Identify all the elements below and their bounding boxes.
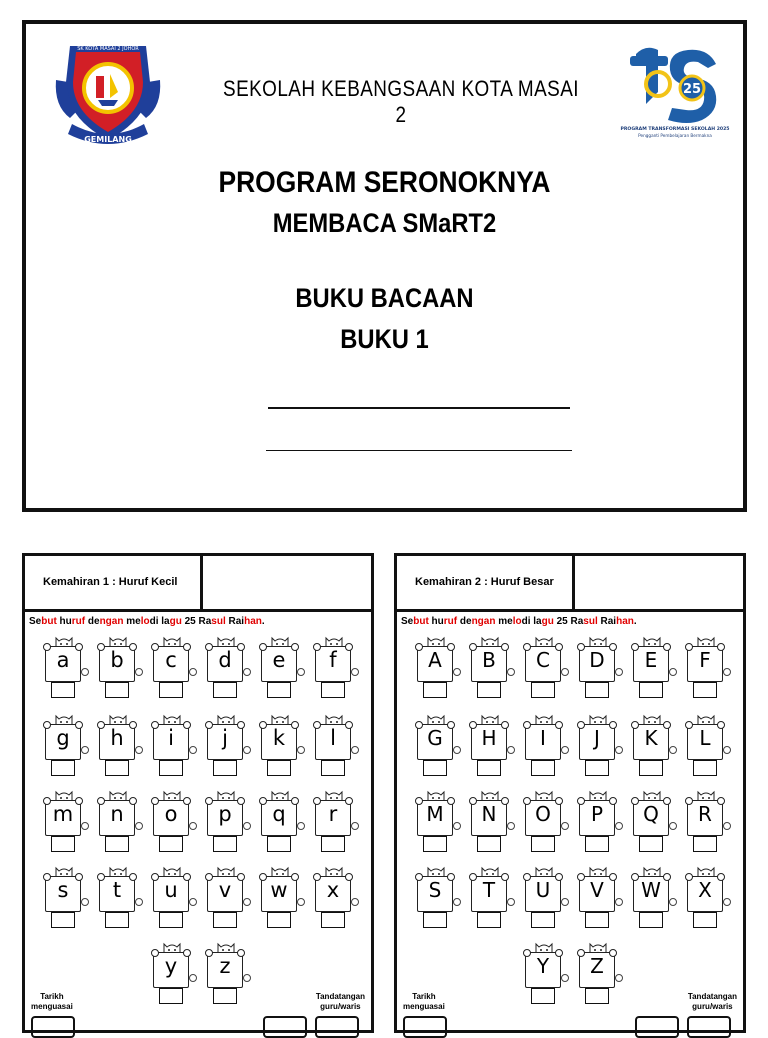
instruction-segment: but	[413, 616, 429, 627]
instruction-segment: lo	[512, 616, 522, 627]
letter-card-c	[149, 634, 197, 702]
program-title: PROGRAM SERONOKNYA	[218, 166, 551, 199]
tick-box[interactable]	[639, 760, 663, 776]
tail-icon	[243, 974, 251, 982]
tick-box[interactable]	[159, 912, 183, 928]
tail-icon	[669, 746, 677, 754]
tick-box[interactable]	[213, 988, 237, 1004]
tick-box[interactable]	[531, 988, 555, 1004]
letter-text: v	[218, 878, 232, 902]
tick-box[interactable]	[639, 682, 663, 698]
tick-box[interactable]	[477, 682, 501, 698]
instruction-segment: but	[41, 616, 57, 627]
letter-text: K	[644, 726, 658, 750]
instruction-segment: .	[261, 616, 265, 627]
tick-box[interactable]	[105, 760, 129, 776]
panel-header-title-cell	[397, 556, 575, 609]
letter-text: k	[272, 726, 286, 750]
tail-icon	[297, 746, 305, 754]
tick-box[interactable]	[477, 912, 501, 928]
tail-icon	[561, 898, 569, 906]
date-label: Tarikh menguasai	[403, 992, 445, 1011]
tail-icon	[561, 746, 569, 754]
panel-header-title-cell	[25, 556, 203, 609]
tail-icon	[135, 746, 143, 754]
tail-icon	[351, 668, 359, 676]
letter-card-O	[521, 788, 569, 856]
letter-text: G	[427, 726, 443, 750]
letter-card-b	[95, 634, 143, 702]
date-box[interactable]	[403, 1016, 447, 1038]
letter-text: Q	[643, 802, 659, 826]
tail-icon	[453, 746, 461, 754]
letter-card-m	[41, 788, 89, 856]
signature-label: Tandatangan guru/waris	[687, 992, 737, 1011]
tail-icon	[669, 822, 677, 830]
letter-card-U	[521, 864, 569, 932]
tail-icon	[615, 668, 623, 676]
tail-icon	[351, 822, 359, 830]
letter-text: e	[272, 648, 286, 672]
tick-box[interactable]	[105, 836, 129, 852]
tick-box[interactable]	[321, 682, 345, 698]
tail-icon	[81, 746, 89, 754]
tick-box[interactable]	[105, 912, 129, 928]
tick-box[interactable]	[585, 682, 609, 698]
letter-text: p	[218, 802, 232, 826]
tick-box[interactable]	[159, 836, 183, 852]
letter-card-P	[575, 788, 623, 856]
tick-box[interactable]	[531, 912, 555, 928]
tail-icon	[189, 822, 197, 830]
instruction-segment: Se	[401, 616, 414, 627]
tick-box[interactable]	[585, 760, 609, 776]
panel-header	[25, 556, 371, 612]
letter-card-B	[467, 634, 515, 702]
skill-title: Kemahiran 2 : Huruf Besar	[415, 576, 554, 588]
tail-icon	[453, 668, 461, 676]
tick-box[interactable]	[51, 760, 75, 776]
letter-card-E	[629, 634, 677, 702]
tick-box[interactable]	[267, 682, 291, 698]
letter-text: M	[426, 802, 444, 826]
letter-card-J	[575, 712, 623, 780]
tick-box[interactable]	[51, 836, 75, 852]
instruction-segment: 25 Ra	[181, 616, 212, 627]
letter-text: N	[481, 802, 497, 826]
letter-card-H	[467, 712, 515, 780]
letter-text: r	[328, 802, 338, 826]
signature-box-1[interactable]	[635, 1016, 679, 1038]
letter-text: h	[110, 726, 124, 750]
tail-icon	[135, 822, 143, 830]
letter-text: H	[481, 726, 497, 750]
tail-icon	[561, 668, 569, 676]
tail-icon	[453, 898, 461, 906]
letter-card-o	[149, 788, 197, 856]
letter-card-k	[257, 712, 305, 780]
tick-box[interactable]	[213, 682, 237, 698]
tail-icon	[615, 974, 623, 982]
letter-text: l	[330, 726, 336, 750]
ts25-logo	[620, 44, 730, 140]
instruction-segment: me	[495, 616, 513, 627]
letter-card-w	[257, 864, 305, 932]
instruction-segment: gu	[169, 616, 182, 627]
tail-icon	[669, 668, 677, 676]
tail-icon	[297, 822, 305, 830]
letter-text: c	[165, 648, 177, 672]
svg-text:25: 25	[682, 82, 702, 97]
instruction-segment: hu	[56, 616, 72, 627]
tick-box[interactable]	[159, 760, 183, 776]
letter-card-e	[257, 634, 305, 702]
letter-card-X	[683, 864, 731, 932]
letter-card-y	[149, 940, 197, 1008]
tail-icon	[615, 746, 623, 754]
letter-text: R	[698, 802, 712, 826]
tail-icon	[723, 822, 731, 830]
letter-card-R	[683, 788, 731, 856]
panel-huruf-kecil	[22, 553, 374, 1033]
letter-card-h	[95, 712, 143, 780]
tail-icon	[243, 668, 251, 676]
letter-card-v	[203, 864, 251, 932]
tick-box[interactable]	[585, 988, 609, 1004]
letter-card-W	[629, 864, 677, 932]
tail-icon	[615, 898, 623, 906]
tick-box[interactable]	[531, 836, 555, 852]
book-number: BUKU 1	[340, 324, 429, 354]
tail-icon	[507, 898, 515, 906]
letter-text: U	[535, 878, 551, 902]
letter-text: z	[219, 954, 231, 978]
school-crest-logo	[52, 40, 164, 150]
letter-text: f	[329, 648, 337, 672]
letter-card-K	[629, 712, 677, 780]
tick-box[interactable]	[213, 912, 237, 928]
instruction-segment: Se	[29, 616, 42, 627]
letter-text: w	[270, 878, 288, 902]
tail-icon	[453, 822, 461, 830]
instruction-segment: 25 Ra	[553, 616, 584, 627]
letter-text: L	[699, 726, 711, 750]
letter-text: t	[112, 878, 122, 902]
letter-card-S	[413, 864, 461, 932]
tail-icon	[351, 746, 359, 754]
tail-icon	[723, 746, 731, 754]
instruction-segment: han	[616, 616, 634, 627]
tail-icon	[243, 898, 251, 906]
svg-text:Pengganti Pembelajaran Bermakn: Pengganti Pembelajaran Bermakna	[638, 133, 712, 138]
tick-box[interactable]	[531, 682, 555, 698]
letter-card-Y	[521, 940, 569, 1008]
tick-box[interactable]	[105, 682, 129, 698]
tick-box[interactable]	[321, 836, 345, 852]
instruction-segment: de	[457, 616, 472, 627]
letter-text: d	[218, 648, 232, 672]
letter-card-z	[203, 940, 251, 1008]
letter-text: X	[698, 878, 712, 902]
book-title: BUKU BACAAN	[295, 283, 474, 313]
tick-box[interactable]	[423, 836, 447, 852]
tick-box[interactable]	[267, 760, 291, 776]
tick-box[interactable]	[585, 836, 609, 852]
tick-box[interactable]	[159, 988, 183, 1004]
tail-icon	[723, 668, 731, 676]
instruction-segment: sul	[583, 616, 598, 627]
date-box[interactable]	[31, 1016, 75, 1038]
instruction-segment: ruf	[443, 616, 458, 627]
tail-icon	[561, 822, 569, 830]
letter-text: B	[482, 648, 496, 672]
letter-text: I	[540, 726, 546, 750]
letter-text: s	[57, 878, 69, 902]
tail-icon	[243, 822, 251, 830]
tail-icon	[297, 898, 305, 906]
letter-card-Z	[575, 940, 623, 1008]
tail-icon	[189, 974, 197, 982]
tail-icon	[351, 898, 359, 906]
letter-card-s	[41, 864, 89, 932]
letter-text: i	[168, 726, 174, 750]
letter-card-q	[257, 788, 305, 856]
letter-text: J	[594, 726, 600, 750]
letter-card-D	[575, 634, 623, 702]
cover-page	[22, 20, 747, 512]
tail-icon	[243, 746, 251, 754]
letter-card-d	[203, 634, 251, 702]
letter-card-n	[95, 788, 143, 856]
letter-card-l	[311, 712, 359, 780]
letter-card-N	[467, 788, 515, 856]
program-subtitle: MEMBACA SMaRT2	[272, 208, 497, 238]
letter-card-i	[149, 712, 197, 780]
tick-box[interactable]	[213, 760, 237, 776]
tail-icon	[561, 974, 569, 982]
tick-box[interactable]	[477, 836, 501, 852]
tail-icon	[189, 898, 197, 906]
instruction-segment: Rai	[597, 616, 617, 627]
tick-box[interactable]	[693, 682, 717, 698]
signature-box-1[interactable]	[263, 1016, 307, 1038]
letter-text: S	[428, 878, 442, 902]
letter-card-F	[683, 634, 731, 702]
letter-text: Z	[590, 954, 604, 978]
class-line	[266, 450, 572, 451]
tick-box[interactable]	[321, 912, 345, 928]
tick-box[interactable]	[693, 836, 717, 852]
tail-icon	[297, 668, 305, 676]
letter-text: O	[535, 802, 551, 826]
letter-text: V	[590, 878, 604, 902]
tail-icon	[507, 746, 515, 754]
tick-box[interactable]	[585, 912, 609, 928]
letter-text: q	[272, 802, 286, 826]
instruction-segment: lo	[140, 616, 150, 627]
instruction-segment: gu	[541, 616, 554, 627]
letter-text: g	[56, 726, 70, 750]
panel-huruf-besar	[394, 553, 746, 1033]
letter-text: T	[482, 878, 496, 902]
tail-icon	[669, 898, 677, 906]
tail-icon	[507, 822, 515, 830]
tick-box[interactable]	[693, 760, 717, 776]
school-name: SEKOLAH KEBANGSAAN KOTA MASAI 2	[223, 76, 579, 127]
instruction-segment: hu	[428, 616, 444, 627]
instruction-text	[29, 616, 265, 627]
tail-icon	[81, 668, 89, 676]
tick-box[interactable]	[267, 912, 291, 928]
tail-icon	[135, 668, 143, 676]
instruction-text	[401, 616, 637, 627]
letter-text: E	[644, 648, 658, 672]
tick-box[interactable]	[423, 682, 447, 698]
letter-text: b	[110, 648, 124, 672]
tick-box[interactable]	[267, 836, 291, 852]
skill-title: Kemahiran 1 : Huruf Kecil	[43, 576, 178, 588]
tick-box[interactable]	[51, 682, 75, 698]
tick-box[interactable]	[51, 912, 75, 928]
letter-text: n	[110, 802, 124, 826]
letter-text: x	[326, 878, 340, 902]
tick-box[interactable]	[159, 682, 183, 698]
letter-text: P	[590, 802, 604, 826]
letter-text: m	[52, 802, 74, 826]
letter-card-A	[413, 634, 461, 702]
tick-box[interactable]	[639, 836, 663, 852]
signature-box-2[interactable]	[315, 1016, 359, 1038]
tick-box[interactable]	[693, 912, 717, 928]
letter-card-r	[311, 788, 359, 856]
instruction-segment: ngan	[99, 616, 124, 627]
instruction-segment: me	[123, 616, 141, 627]
letter-card-I	[521, 712, 569, 780]
signature-label: Tandatangan guru/waris	[315, 992, 365, 1011]
name-line	[268, 407, 570, 409]
instruction-segment: sul	[211, 616, 226, 627]
letter-card-M	[413, 788, 461, 856]
tail-icon	[723, 898, 731, 906]
letter-card-V	[575, 864, 623, 932]
letter-text: D	[589, 648, 605, 672]
letter-card-a	[41, 634, 89, 702]
signature-box-2[interactable]	[687, 1016, 731, 1038]
letter-card-u	[149, 864, 197, 932]
letter-card-g	[41, 712, 89, 780]
tail-icon	[81, 898, 89, 906]
letter-text: W	[641, 878, 661, 902]
tick-box[interactable]	[639, 912, 663, 928]
instruction-segment: di la	[149, 616, 170, 627]
instruction-segment: ruf	[71, 616, 86, 627]
letter-text: Y	[536, 954, 550, 978]
date-label: Tarikh menguasai	[31, 992, 73, 1011]
panel-header	[397, 556, 743, 612]
tick-box[interactable]	[213, 836, 237, 852]
letter-card-p	[203, 788, 251, 856]
letter-card-f	[311, 634, 359, 702]
tail-icon	[81, 822, 89, 830]
instruction-segment: de	[85, 616, 100, 627]
instruction-segment: di la	[521, 616, 542, 627]
letter-card-Q	[629, 788, 677, 856]
letter-card-x	[311, 864, 359, 932]
tick-box[interactable]	[321, 760, 345, 776]
letter-card-T	[467, 864, 515, 932]
tick-box[interactable]	[531, 760, 555, 776]
tail-icon	[507, 668, 515, 676]
letter-text: o	[164, 802, 178, 826]
letter-text: A	[428, 648, 442, 672]
tail-icon	[615, 822, 623, 830]
instruction-segment: Rai	[225, 616, 245, 627]
tail-icon	[189, 746, 197, 754]
svg-text:GEMILANG: GEMILANG	[84, 135, 132, 144]
tail-icon	[135, 898, 143, 906]
instruction-segment: han	[244, 616, 262, 627]
tick-box[interactable]	[423, 760, 447, 776]
letter-text: C	[536, 648, 550, 672]
tick-box[interactable]	[477, 760, 501, 776]
svg-text:PROGRAM TRANSFORMASI SEKOLAH 2: PROGRAM TRANSFORMASI SEKOLAH 2025	[620, 127, 730, 132]
svg-text:SK KOTA MASAI 2 JOHOR: SK KOTA MASAI 2 JOHOR	[77, 46, 139, 52]
instruction-segment: ngan	[471, 616, 496, 627]
letter-text: u	[164, 878, 178, 902]
tail-icon	[189, 668, 197, 676]
letter-text: a	[56, 648, 70, 672]
letter-card-L	[683, 712, 731, 780]
letter-card-C	[521, 634, 569, 702]
letter-card-G	[413, 712, 461, 780]
letter-text: y	[164, 954, 178, 978]
letter-text: F	[699, 648, 711, 672]
tick-box[interactable]	[423, 912, 447, 928]
letter-card-t	[95, 864, 143, 932]
letter-card-j	[203, 712, 251, 780]
instruction-segment: .	[633, 616, 637, 627]
letter-text: j	[222, 726, 228, 750]
